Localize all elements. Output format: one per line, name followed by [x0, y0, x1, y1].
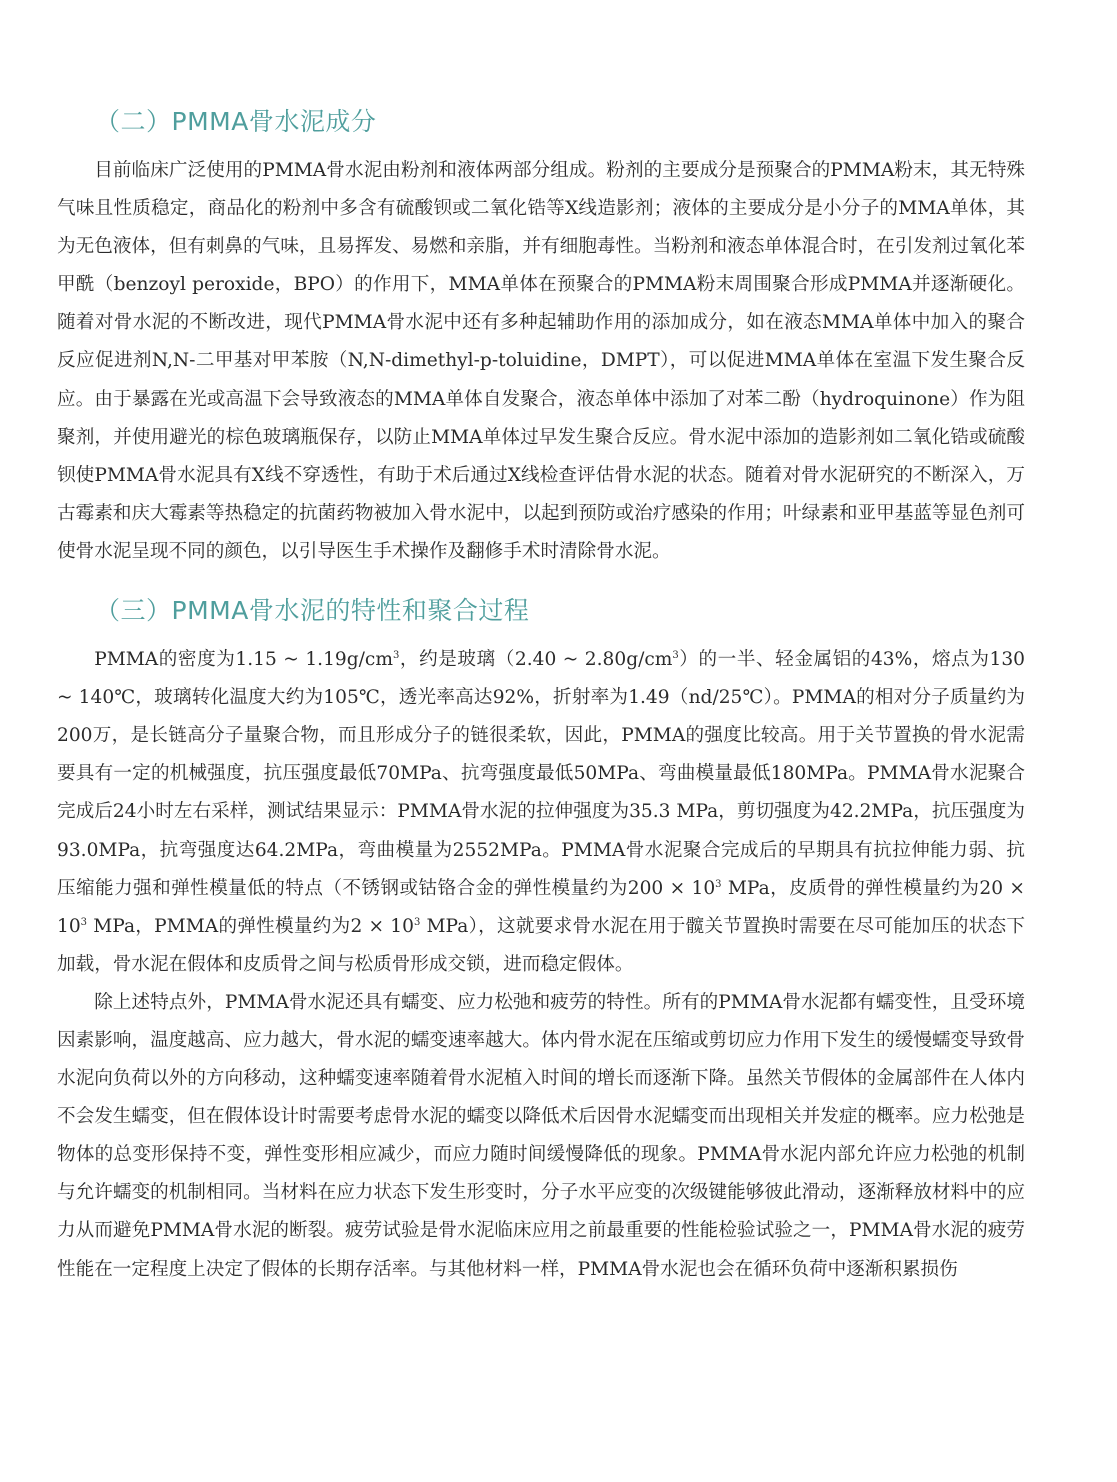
paragraph-properties-creep: 除上述特点外，PMMA骨水泥还具有蠕变、应力松弛和疲劳的特性。所有的PMMA骨水泥都有蠕变性，且受环境因素影响，温度越高、应力越大，骨水泥的蠕变速率越大。体内骨水泥在压缩或剪切应力作用下发生的缓慢蠕变导致骨水泥向负荷以外的方向移动，这种蠕变速率随着骨水泥植入时间的增长而逐渐下降。虽然关节假体的金属部件在人体内不会发生蠕变，但在假体设计时需要考虑骨水泥的蠕变以降低术后因骨水泥蠕变而出现相关并发症的概率。应力松弛是物体的总变形保持不变，弹性变形相应减少，而应力随时间缓慢降低的现象。PMMA骨水泥内部允许应力松弛的机制与允许蠕变的机制相同。当材料在应力状态下发生形变时，分子水平应变的次级键能够彼此滑动，逐渐释放材料中的应力从而避免PMMA骨水泥的断裂。疲劳试验是骨水泥临床应用之前最重要的性能检验试验之一，PMMA骨水泥的疲劳性能在一定程度上决定了假体的长期存活率。与其他材料一样，PMMA骨水泥也会在循环负荷中逐渐积累损伤	[57, 991, 1025, 1280]
paragraph-properties-density	[57, 641, 1025, 984]
section-heading-properties: （三）PMMA骨水泥的特性和聚合过程	[95, 596, 530, 626]
text-run: MPa，皮质骨的弹性模量约为20 × 10	[57, 877, 1025, 937]
text-run: MPa），这就要求骨水泥在用于髋关节置换时需要在尽可能加压的状态下加载，骨水泥在假体和皮质骨之间与松质骨形成交锁，进而稳定假体。	[57, 915, 1025, 975]
text-run: MPa，PMMA的弹性模量约为2 × 10	[87, 915, 414, 937]
text-run: ，约是玻璃（2.40 ~ 2.80g/cm	[399, 649, 673, 671]
superscript: 3	[392, 649, 400, 661]
superscript: 3	[413, 916, 421, 928]
text-run: PMMA的密度为1.15 ~ 1.19g/cm	[94, 649, 393, 671]
superscript: 3	[715, 878, 722, 890]
section-body-composition	[57, 152, 1025, 571]
superscript: 3	[672, 649, 679, 661]
document-page	[57, 92, 1025, 1289]
text-run: ）的一半、轻金属铝的43%，熔点为130 ~ 140℃，玻璃转化温度大约为105℃，透光率高达92%，折射率为1.49（nd/25℃）。PMMA的相对分子质量约为200万，是长链高分子量聚合物，而且形成分子的链很柔软，因此，PMMA的强度比较高。用于关节置换的骨水泥需要具有一定的机械强度，抗压强度最低70MPa、抗弯强度最低50MPa、弯曲模量最低180MPa。PMMA骨水泥聚合完成后24小时左右采样，测试结果显示：PMMA骨水泥的拉伸强度为35.3 MPa，剪切强度为42.2MPa，抗压强度为93.0MPa，抗弯强度达64.2MPa，弯曲模量为2552MPa。PMMA骨水泥聚合完成后的早期具有抗拉伸能力弱、抗压缩能力强和弹性模量低的特点（不锈钢或钴铬合金的弹性模量约为200 × 10	[57, 649, 1025, 899]
superscript: 3	[80, 916, 88, 928]
section-heading-composition: （二）PMMA骨水泥成分	[95, 107, 377, 136]
paragraph-composition: 目前临床广泛使用的PMMA骨水泥由粉剂和液体两部分组成。粉剂的主要成分是预聚合的PMMA粉末，其无特殊气味且性质稳定，商品化的粉剂中多含有硫酸钡或二氧化锆等X线造影剂；液体的主要成分是小分子的MMA单体，其为无色液体，但有刺鼻的气味，且易挥发、易燃和亲脂，并有细胞毒性。当粉剂和液态单体混合时，在引发剂过氧化苯甲酰（benzoyl peroxide，BPO）的作用下，MMA单体在预聚合的PMMA粉末周围聚合形成PMMA并逐渐硬化。随着对骨水泥的不断改进，现代PMMA骨水泥中还有多种起辅助作用的添加成分，如在液态MMA单体中加入的聚合反应促进剂N,N-二甲基对甲苯胺（N,N-dimethyl-p-toluidine，DMPT），可以促进MMA单体在室温下发生聚合反应。由于暴露在光或高温下会导致液态的MMA单体自发聚合，液态单体中添加了对苯二酚（hydroquinone）作为阻聚剂，并使用避光的棕色玻璃瓶保存，以防止MMA单体过早发生聚合反应。骨水泥中添加的造影剂如二氧化锆或硫酸钡使PMMA骨水泥具有X线不穿透性，有助于术后通过X线检查评估骨水泥的状态。随着对骨水泥研究的不断深入，万古霉素和庆大霉素等热稳定的抗菌药物被加入骨水泥中，以起到预防或治疗感染的作用；叶绿素和亚甲基蓝等显色剂可使骨水泥呈现不同的颜色，以引导医生手术操作及翻修手术时清除骨水泥。	[57, 160, 1025, 562]
section-body-properties	[57, 641, 1025, 1289]
